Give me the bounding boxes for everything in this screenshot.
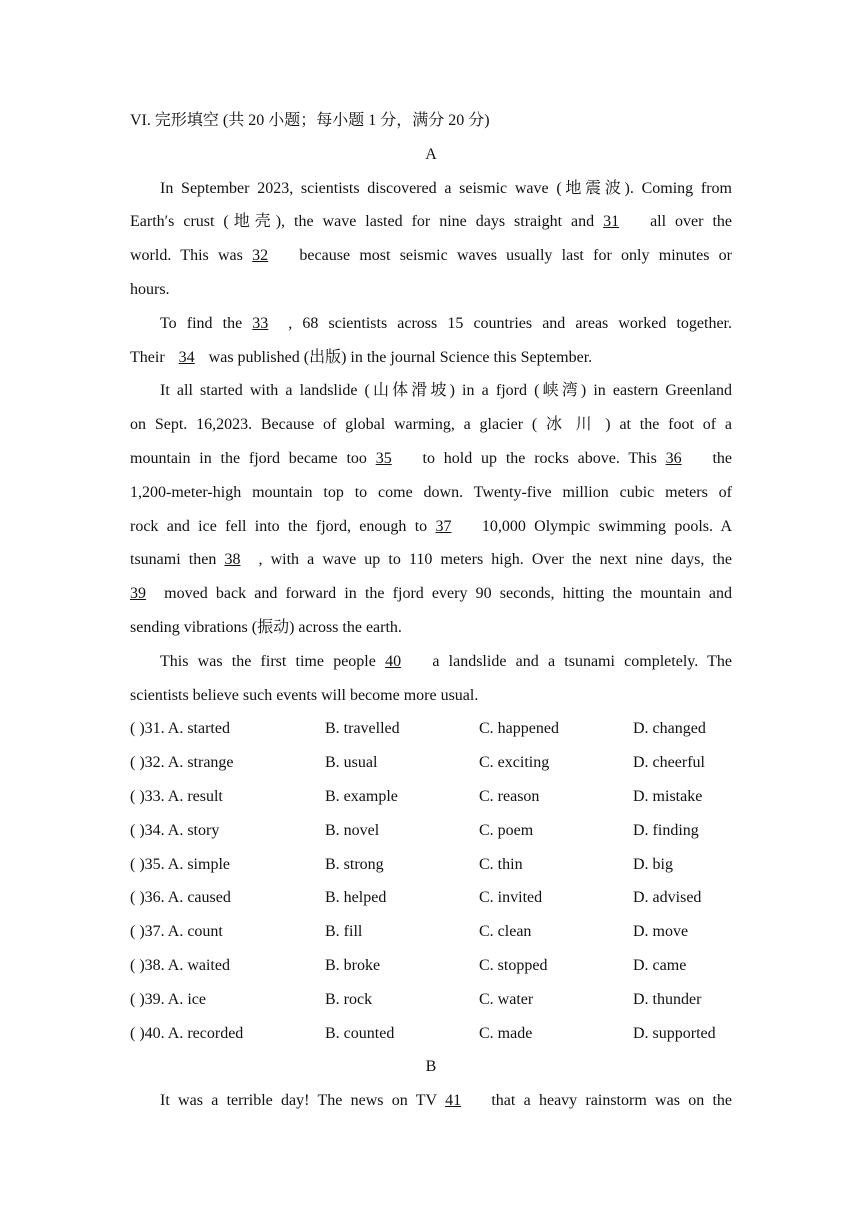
p3-line-3: mountain in the fjord became too 35 to hold up the rocks above. This 36 the bbox=[130, 442, 732, 476]
option-q36-d[interactable]: D. advised bbox=[633, 889, 702, 907]
option-q35-c[interactable]: C. thin bbox=[479, 855, 523, 873]
p1-line-2: Earth′s crust (地壳), the wave lasted for nine days straight and 31 all over the bbox=[130, 205, 732, 239]
p4-line-1: This was the first time people 40 a landslide and a tsunami completely. The bbox=[130, 645, 732, 679]
blank-38[interactable]: 38 bbox=[224, 551, 241, 569]
p1-line-1: In September 2023, scientists discovered a seismic wave (地震波). Coming from bbox=[160, 179, 732, 197]
option-q31-a[interactable]: ( )31. A. started bbox=[130, 720, 230, 738]
option-q34-b[interactable]: B. novel bbox=[325, 821, 380, 839]
p3-line-7: 39 moved back and forward in the fjord every 90 seconds, hitting the mountain and bbox=[130, 577, 732, 611]
option-q32-b[interactable]: B. usual bbox=[325, 754, 378, 772]
option-q40-a[interactable]: ( )40. A. recorded bbox=[130, 1024, 244, 1042]
section-heading: VI. 完形填空 (共 20 小题；每小题 1 分，满分 20 分) bbox=[130, 112, 490, 129]
option-q36-c[interactable]: C. invited bbox=[479, 889, 543, 907]
option-q36-a[interactable]: ( )36. A. caused bbox=[130, 889, 231, 907]
option-row-37 bbox=[130, 915, 732, 949]
blank-40[interactable]: 40 bbox=[385, 652, 402, 670]
option-q39-b[interactable]: B. rock bbox=[325, 990, 373, 1008]
option-q38-c[interactable]: C. stopped bbox=[479, 956, 548, 974]
blank-36[interactable]: 36 bbox=[665, 449, 682, 467]
option-row-34 bbox=[130, 814, 732, 848]
option-q38-b[interactable]: B. broke bbox=[325, 956, 381, 974]
option-row-31 bbox=[130, 712, 732, 746]
p3-line-1: It all started with a landslide (山体滑坡) in a fjord (峡湾) in eastern Greenland bbox=[160, 382, 732, 400]
option-q33-a[interactable]: ( )33. A. result bbox=[130, 787, 223, 805]
option-q39-a[interactable]: ( )39. A. ice bbox=[130, 990, 206, 1008]
option-q33-d[interactable]: D. mistake bbox=[633, 787, 703, 805]
p1-line-4: hours. bbox=[130, 280, 170, 298]
passage-a-label: A bbox=[425, 145, 437, 163]
blank-39[interactable]: 39 bbox=[130, 585, 146, 603]
option-q35-a[interactable]: ( )35. A. simple bbox=[130, 855, 230, 873]
option-row-36 bbox=[130, 881, 732, 915]
option-q31-d[interactable]: D. changed bbox=[633, 720, 706, 738]
option-q33-c[interactable]: C. reason bbox=[479, 787, 540, 805]
option-row-38 bbox=[130, 949, 732, 983]
option-q35-d[interactable]: D. big bbox=[633, 855, 673, 873]
option-row-39 bbox=[130, 983, 732, 1017]
option-row-35 bbox=[130, 848, 732, 882]
option-q31-b[interactable]: B. travelled bbox=[325, 720, 400, 738]
p1-line-3: world. This was 32 because most seismic waves usually last for only minutes or bbox=[130, 239, 732, 273]
p3-line-4: 1,200-meter-high mountain top to come down. Twenty-five million cubic meters of bbox=[130, 483, 732, 501]
p4-line-2: scientists believe such events will become more usual. bbox=[130, 686, 479, 704]
blank-33[interactable]: 33 bbox=[252, 314, 269, 332]
option-q39-d[interactable]: D. thunder bbox=[633, 990, 702, 1008]
option-q33-b[interactable]: B. example bbox=[325, 787, 398, 805]
p3-line-8: sending vibrations (振动) across the earth. bbox=[130, 618, 402, 636]
blank-32[interactable]: 32 bbox=[252, 247, 269, 265]
option-q34-c[interactable]: C. poem bbox=[479, 821, 534, 839]
passage-b-line-1: It was a terrible day! The news on TV 41 that a heavy rainstorm was on the bbox=[130, 1084, 732, 1118]
p3-line-5: rock and ice fell into the fjord, enough to 37 10,000 Olympic swimming pools. A bbox=[130, 510, 732, 544]
blank-41[interactable]: 41 bbox=[445, 1092, 462, 1110]
option-q35-b[interactable]: B. strong bbox=[325, 855, 384, 873]
option-q34-a[interactable]: ( )34. A. story bbox=[130, 821, 220, 839]
option-q40-d[interactable]: D. supported bbox=[633, 1024, 716, 1042]
option-q37-d[interactable]: D. move bbox=[633, 923, 689, 941]
option-q37-a[interactable]: ( )37. A. count bbox=[130, 923, 223, 941]
option-q34-d[interactable]: D. finding bbox=[633, 821, 699, 839]
option-q36-b[interactable]: B. helped bbox=[325, 889, 387, 907]
option-q32-c[interactable]: C. exciting bbox=[479, 754, 550, 772]
p3-line-2: on Sept. 16,2023. Because of global warming, a glacier ( 冰 川 ) at the foot of a bbox=[130, 416, 732, 434]
option-q40-b[interactable]: B. counted bbox=[325, 1024, 395, 1042]
options-list bbox=[130, 712, 732, 1050]
p2-line-2: Their 34 was published (出版) in the journal Science this September. bbox=[130, 341, 732, 375]
option-q32-d[interactable]: D. cheerful bbox=[633, 754, 705, 772]
blank-37[interactable]: 37 bbox=[435, 517, 452, 535]
option-q37-c[interactable]: C. clean bbox=[479, 923, 532, 941]
option-row-33 bbox=[130, 780, 732, 814]
option-q31-c[interactable]: C. happened bbox=[479, 720, 559, 738]
passage-b-label: B bbox=[425, 1058, 437, 1076]
option-q38-d[interactable]: D. came bbox=[633, 956, 687, 974]
option-row-32 bbox=[130, 746, 732, 780]
p3-line-6: tsunami then 38 , with a wave up to 110 meters high. Over the next nine days, the bbox=[130, 543, 732, 577]
blank-34[interactable]: 34 bbox=[178, 348, 195, 366]
option-q38-a[interactable]: ( )38. A. waited bbox=[130, 956, 230, 974]
option-q32-a[interactable]: ( )32. A. strange bbox=[130, 754, 234, 772]
exam-page bbox=[130, 104, 732, 1118]
blank-35[interactable]: 35 bbox=[375, 449, 392, 467]
option-q37-b[interactable]: B. fill bbox=[325, 923, 363, 941]
blank-31[interactable]: 31 bbox=[603, 213, 620, 231]
option-q40-c[interactable]: C. made bbox=[479, 1024, 533, 1042]
option-row-40 bbox=[130, 1017, 732, 1051]
option-q39-c[interactable]: C. water bbox=[479, 990, 534, 1008]
p2-line-1: To find the 33 , 68 scientists across 15 countries and areas worked together. bbox=[130, 307, 732, 341]
